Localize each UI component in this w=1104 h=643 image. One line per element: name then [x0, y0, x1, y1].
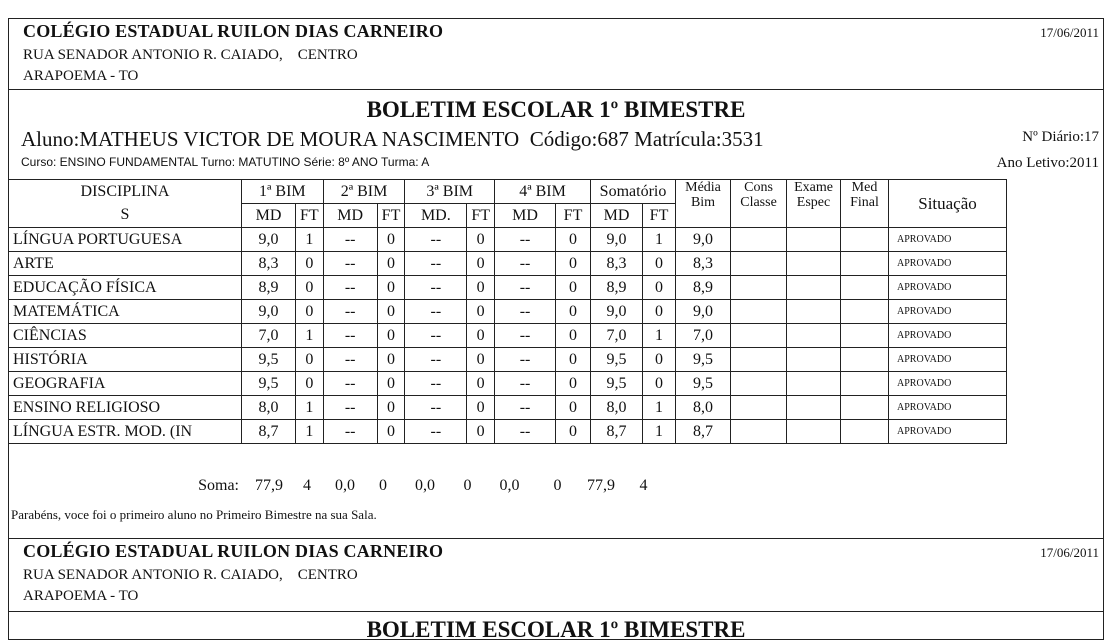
media-bim-cell: 9,5 — [676, 372, 731, 396]
soma-value: 4 — [303, 477, 311, 494]
header-bim2: 2ª BIM — [323, 180, 405, 204]
subheader-cell: FT — [556, 204, 591, 228]
congrats-message: Parabéns, voce foi o primeiro aluno no Primeiro Bimestre na sua Sala. — [11, 507, 377, 522]
header-somatorio: Somatório — [591, 180, 676, 204]
subheader-cell: MD — [323, 204, 377, 228]
grade-cell: 0 — [467, 324, 495, 348]
grade-cell: 0 — [556, 276, 591, 300]
grade-cell: 1 — [296, 228, 324, 252]
grade-cell: -- — [405, 348, 467, 372]
table-row — [9, 348, 1007, 372]
grade-cell: 0 — [296, 372, 324, 396]
grade-cell: 0 — [467, 228, 495, 252]
grade-cell: -- — [495, 276, 556, 300]
grade-cell: -- — [323, 396, 377, 420]
header-disciplina: DISCIPLINA — [9, 180, 242, 204]
soma-value: 4 — [639, 477, 648, 494]
report-title: BOLETIM ESCOLAR 1º BIMESTRE — [366, 97, 746, 122]
cons-classe-cell — [731, 372, 787, 396]
discipline-name: EDUCAÇÃO FÍSICA — [9, 276, 242, 300]
med-final-cell — [841, 372, 889, 396]
media-bim-cell: 8,7 — [676, 420, 731, 444]
discipline-name: ARTE — [9, 252, 242, 276]
print-date-2: 17/06/2011 — [1040, 545, 1099, 560]
grade-cell: -- — [323, 300, 377, 324]
header-bim3: 3ª BIM — [405, 180, 495, 204]
grade-cell: 0 — [643, 300, 676, 324]
grade-cell: 0 — [643, 372, 676, 396]
cons-classe-cell — [731, 300, 787, 324]
grade-cell: 0 — [467, 252, 495, 276]
exame-espec-cell — [787, 372, 841, 396]
grade-cell: 0 — [556, 228, 591, 252]
print-date: 17/06/2011 — [1040, 25, 1099, 40]
grade-cell: 0 — [556, 348, 591, 372]
grade-cell: 0 — [377, 396, 405, 420]
discipline-name: LÍNGUA ESTR. MOD. (IN — [9, 420, 242, 444]
med-final-cell — [841, 348, 889, 372]
header-cons-classe: Cons Classe — [731, 180, 787, 228]
exame-espec-cell — [787, 252, 841, 276]
media-bim-cell: 8,9 — [676, 276, 731, 300]
student-info: Aluno:MATHEUS VICTOR DE MOURA NASCIMENTO Código:687 Matrícula:3531 — [21, 127, 764, 151]
table-row — [9, 228, 1007, 252]
grade-cell: -- — [495, 372, 556, 396]
exame-espec-cell — [787, 420, 841, 444]
grade-cell: 0 — [296, 252, 324, 276]
situacao-cell: APROVADO — [889, 228, 1007, 252]
grade-cell: -- — [323, 348, 377, 372]
grade-cell: -- — [405, 396, 467, 420]
media-bim-cell: 8,0 — [676, 396, 731, 420]
subheader-cell: FT — [643, 204, 676, 228]
subheader-cell: MD. — [405, 204, 467, 228]
media-bim-cell: 7,0 — [676, 324, 731, 348]
grade-cell: -- — [495, 348, 556, 372]
med-final-cell — [841, 396, 889, 420]
media-bim-cell: 9,0 — [676, 228, 731, 252]
exame-espec-cell — [787, 276, 841, 300]
subheader-cell: MD — [495, 204, 556, 228]
grade-cell: 9,0 — [591, 228, 643, 252]
header-bim4: 4ª BIM — [495, 180, 591, 204]
grade-cell: 0 — [556, 396, 591, 420]
table-header-row — [9, 180, 1007, 204]
exame-espec-cell — [787, 228, 841, 252]
grade-cell: 1 — [643, 324, 676, 348]
grade-cell: 1 — [643, 228, 676, 252]
grade-cell: -- — [323, 372, 377, 396]
grade-cell: -- — [495, 228, 556, 252]
grade-cell: 8,3 — [242, 252, 296, 276]
grade-cell: 1 — [643, 396, 676, 420]
discipline-name: HISTÓRIA — [9, 348, 242, 372]
grade-cell: 8,0 — [242, 396, 296, 420]
situacao-cell: APROVADO — [889, 276, 1007, 300]
grade-cell: 9,0 — [591, 300, 643, 324]
grade-cell: -- — [495, 420, 556, 444]
med-final-cell — [841, 228, 889, 252]
grade-cell: 8,0 — [591, 396, 643, 420]
med-final-cell — [841, 420, 889, 444]
header-disciplina-s: S — [9, 204, 242, 228]
media-bim-cell: 8,3 — [676, 252, 731, 276]
grade-cell: -- — [405, 372, 467, 396]
situacao-cell: APROVADO — [889, 348, 1007, 372]
cons-classe-cell — [731, 252, 787, 276]
grade-cell: 0 — [377, 348, 405, 372]
school-address-2: RUA SENADOR ANTONIO R. CAIADO, CENTRO — [23, 567, 358, 583]
grade-cell: -- — [405, 324, 467, 348]
report-card-sheet — [8, 18, 1104, 539]
grade-cell: -- — [495, 324, 556, 348]
grade-cell: 9,5 — [591, 348, 643, 372]
grade-cell: 0 — [643, 348, 676, 372]
med-final-cell — [841, 276, 889, 300]
grades-table — [8, 179, 1007, 444]
grade-cell: -- — [323, 324, 377, 348]
header-bim1: 1ª BIM — [242, 180, 324, 204]
exame-espec-cell — [787, 300, 841, 324]
grade-cell: 0 — [467, 420, 495, 444]
grade-cell: 0 — [377, 324, 405, 348]
grade-cell: 8,7 — [591, 420, 643, 444]
med-final-cell — [841, 300, 889, 324]
cons-classe-cell — [731, 324, 787, 348]
soma-value: 0 — [553, 477, 562, 494]
soma-label: Soma: — [198, 477, 239, 494]
diario-number: Nº Diário:17 — [1022, 129, 1099, 145]
grade-cell: 1 — [296, 324, 324, 348]
grade-cell: 0 — [377, 420, 405, 444]
grade-cell: 0 — [556, 300, 591, 324]
grade-cell: 9,0 — [242, 300, 296, 324]
grade-cell: -- — [323, 252, 377, 276]
soma-value: 0 — [463, 477, 472, 494]
grade-cell: 9,5 — [591, 372, 643, 396]
grade-cell: 8,9 — [242, 276, 296, 300]
discipline-name: LÍNGUA PORTUGUESA — [9, 228, 242, 252]
school-city: ARAPOEMA - TO — [23, 68, 139, 84]
grade-cell: -- — [405, 228, 467, 252]
grade-cell: 0 — [467, 372, 495, 396]
soma-value: 0,0 — [499, 477, 520, 494]
grade-cell: 9,5 — [242, 372, 296, 396]
grade-cell: 0 — [556, 372, 591, 396]
grade-cell: 0 — [377, 372, 405, 396]
grade-cell: 0 — [296, 276, 324, 300]
header-med-final: Med Final — [841, 180, 889, 228]
situacao-cell: APROVADO — [889, 396, 1007, 420]
grade-cell: 7,0 — [242, 324, 296, 348]
media-bim-cell: 9,0 — [676, 300, 731, 324]
grade-cell: 0 — [467, 276, 495, 300]
grade-cell: 0 — [643, 252, 676, 276]
subheader-cell: MD — [242, 204, 296, 228]
grade-cell: -- — [495, 252, 556, 276]
course-info: Curso: ENSINO FUNDAMENTAL Turno: MATUTINO Série: 8º ANO Turma: A — [21, 155, 430, 169]
discipline-name: GEOGRAFIA — [9, 372, 242, 396]
ano-letivo: Ano Letivo:2011 — [996, 155, 1099, 171]
table-row — [9, 276, 1007, 300]
grade-cell: 1 — [296, 420, 324, 444]
school-header-2 — [9, 539, 1103, 612]
grade-cell: 0 — [556, 420, 591, 444]
grade-cell: 1 — [296, 396, 324, 420]
grade-cell: 0 — [377, 252, 405, 276]
soma-value: 77,9 — [255, 477, 283, 494]
table-row — [9, 396, 1007, 420]
grade-cell: -- — [405, 420, 467, 444]
header-exame-espec: Exame Espec — [787, 180, 841, 228]
report-title-2: BOLETIM ESCOLAR 1º BIMESTRE — [366, 617, 746, 642]
grade-cell: 8,7 — [242, 420, 296, 444]
header-media: Média Bim — [676, 180, 731, 228]
school-address: RUA SENADOR ANTONIO R. CAIADO, CENTRO — [23, 47, 358, 63]
med-final-cell — [841, 252, 889, 276]
cons-classe-cell — [731, 396, 787, 420]
soma-value: 77,9 — [587, 477, 615, 494]
report-card-sheet-2 — [8, 538, 1104, 640]
soma-value: 0,0 — [415, 477, 435, 494]
grade-cell: 7,0 — [591, 324, 643, 348]
table-row — [9, 300, 1007, 324]
situacao-cell: APROVADO — [889, 300, 1007, 324]
grade-cell: 0 — [643, 276, 676, 300]
table-row — [9, 324, 1007, 348]
grade-cell: -- — [495, 396, 556, 420]
grade-cell: 0 — [556, 324, 591, 348]
grade-cell: 0 — [467, 396, 495, 420]
exame-espec-cell — [787, 396, 841, 420]
cons-classe-cell — [731, 276, 787, 300]
grade-cell: 0 — [467, 348, 495, 372]
cons-classe-cell — [731, 420, 787, 444]
discipline-name: ENSINO RELIGIOSO — [9, 396, 242, 420]
grade-cell: 8,3 — [591, 252, 643, 276]
grade-cell: 0 — [377, 300, 405, 324]
cons-classe-cell — [731, 348, 787, 372]
school-header — [9, 19, 1103, 90]
media-bim-cell: 9,5 — [676, 348, 731, 372]
grade-cell: 8,9 — [591, 276, 643, 300]
soma-value: 0,0 — [335, 477, 355, 494]
soma-value: 0 — [379, 477, 387, 494]
grade-cell: -- — [405, 276, 467, 300]
header-situacao: Situação — [889, 180, 1007, 228]
situacao-cell: APROVADO — [889, 372, 1007, 396]
grade-cell: -- — [323, 276, 377, 300]
grade-cell: 0 — [296, 300, 324, 324]
situacao-cell: APROVADO — [889, 324, 1007, 348]
school-city-2: ARAPOEMA - TO — [23, 588, 139, 604]
grade-cell: 0 — [556, 252, 591, 276]
grade-cell: 0 — [377, 228, 405, 252]
med-final-cell — [841, 324, 889, 348]
cons-classe-cell — [731, 228, 787, 252]
grade-cell: 9,5 — [242, 348, 296, 372]
table-row — [9, 420, 1007, 444]
situacao-cell: APROVADO — [889, 252, 1007, 276]
school-name: COLÉGIO ESTADUAL RUILON DIAS CARNEIRO — [23, 21, 444, 41]
table-row — [9, 372, 1007, 396]
situacao-cell: APROVADO — [889, 420, 1007, 444]
discipline-name: CIÊNCIAS — [9, 324, 242, 348]
grade-cell: 9,0 — [242, 228, 296, 252]
subheader-cell: MD — [591, 204, 643, 228]
subheader-cell: FT — [377, 204, 405, 228]
discipline-name: MATEMÁTICA — [9, 300, 242, 324]
exame-espec-cell — [787, 348, 841, 372]
exame-espec-cell — [787, 324, 841, 348]
grade-cell: -- — [495, 300, 556, 324]
grade-cell: 0 — [296, 348, 324, 372]
subheader-cell: FT — [467, 204, 495, 228]
grade-cell: -- — [405, 300, 467, 324]
subheader-cell: FT — [296, 204, 324, 228]
grade-cell: -- — [323, 228, 377, 252]
school-name-2: COLÉGIO ESTADUAL RUILON DIAS CARNEIRO — [23, 541, 444, 561]
grade-cell: 0 — [467, 300, 495, 324]
grade-cell: 1 — [643, 420, 676, 444]
grade-cell: -- — [405, 252, 467, 276]
table-row — [9, 252, 1007, 276]
grade-cell: 0 — [377, 276, 405, 300]
grade-cell: -- — [323, 420, 377, 444]
